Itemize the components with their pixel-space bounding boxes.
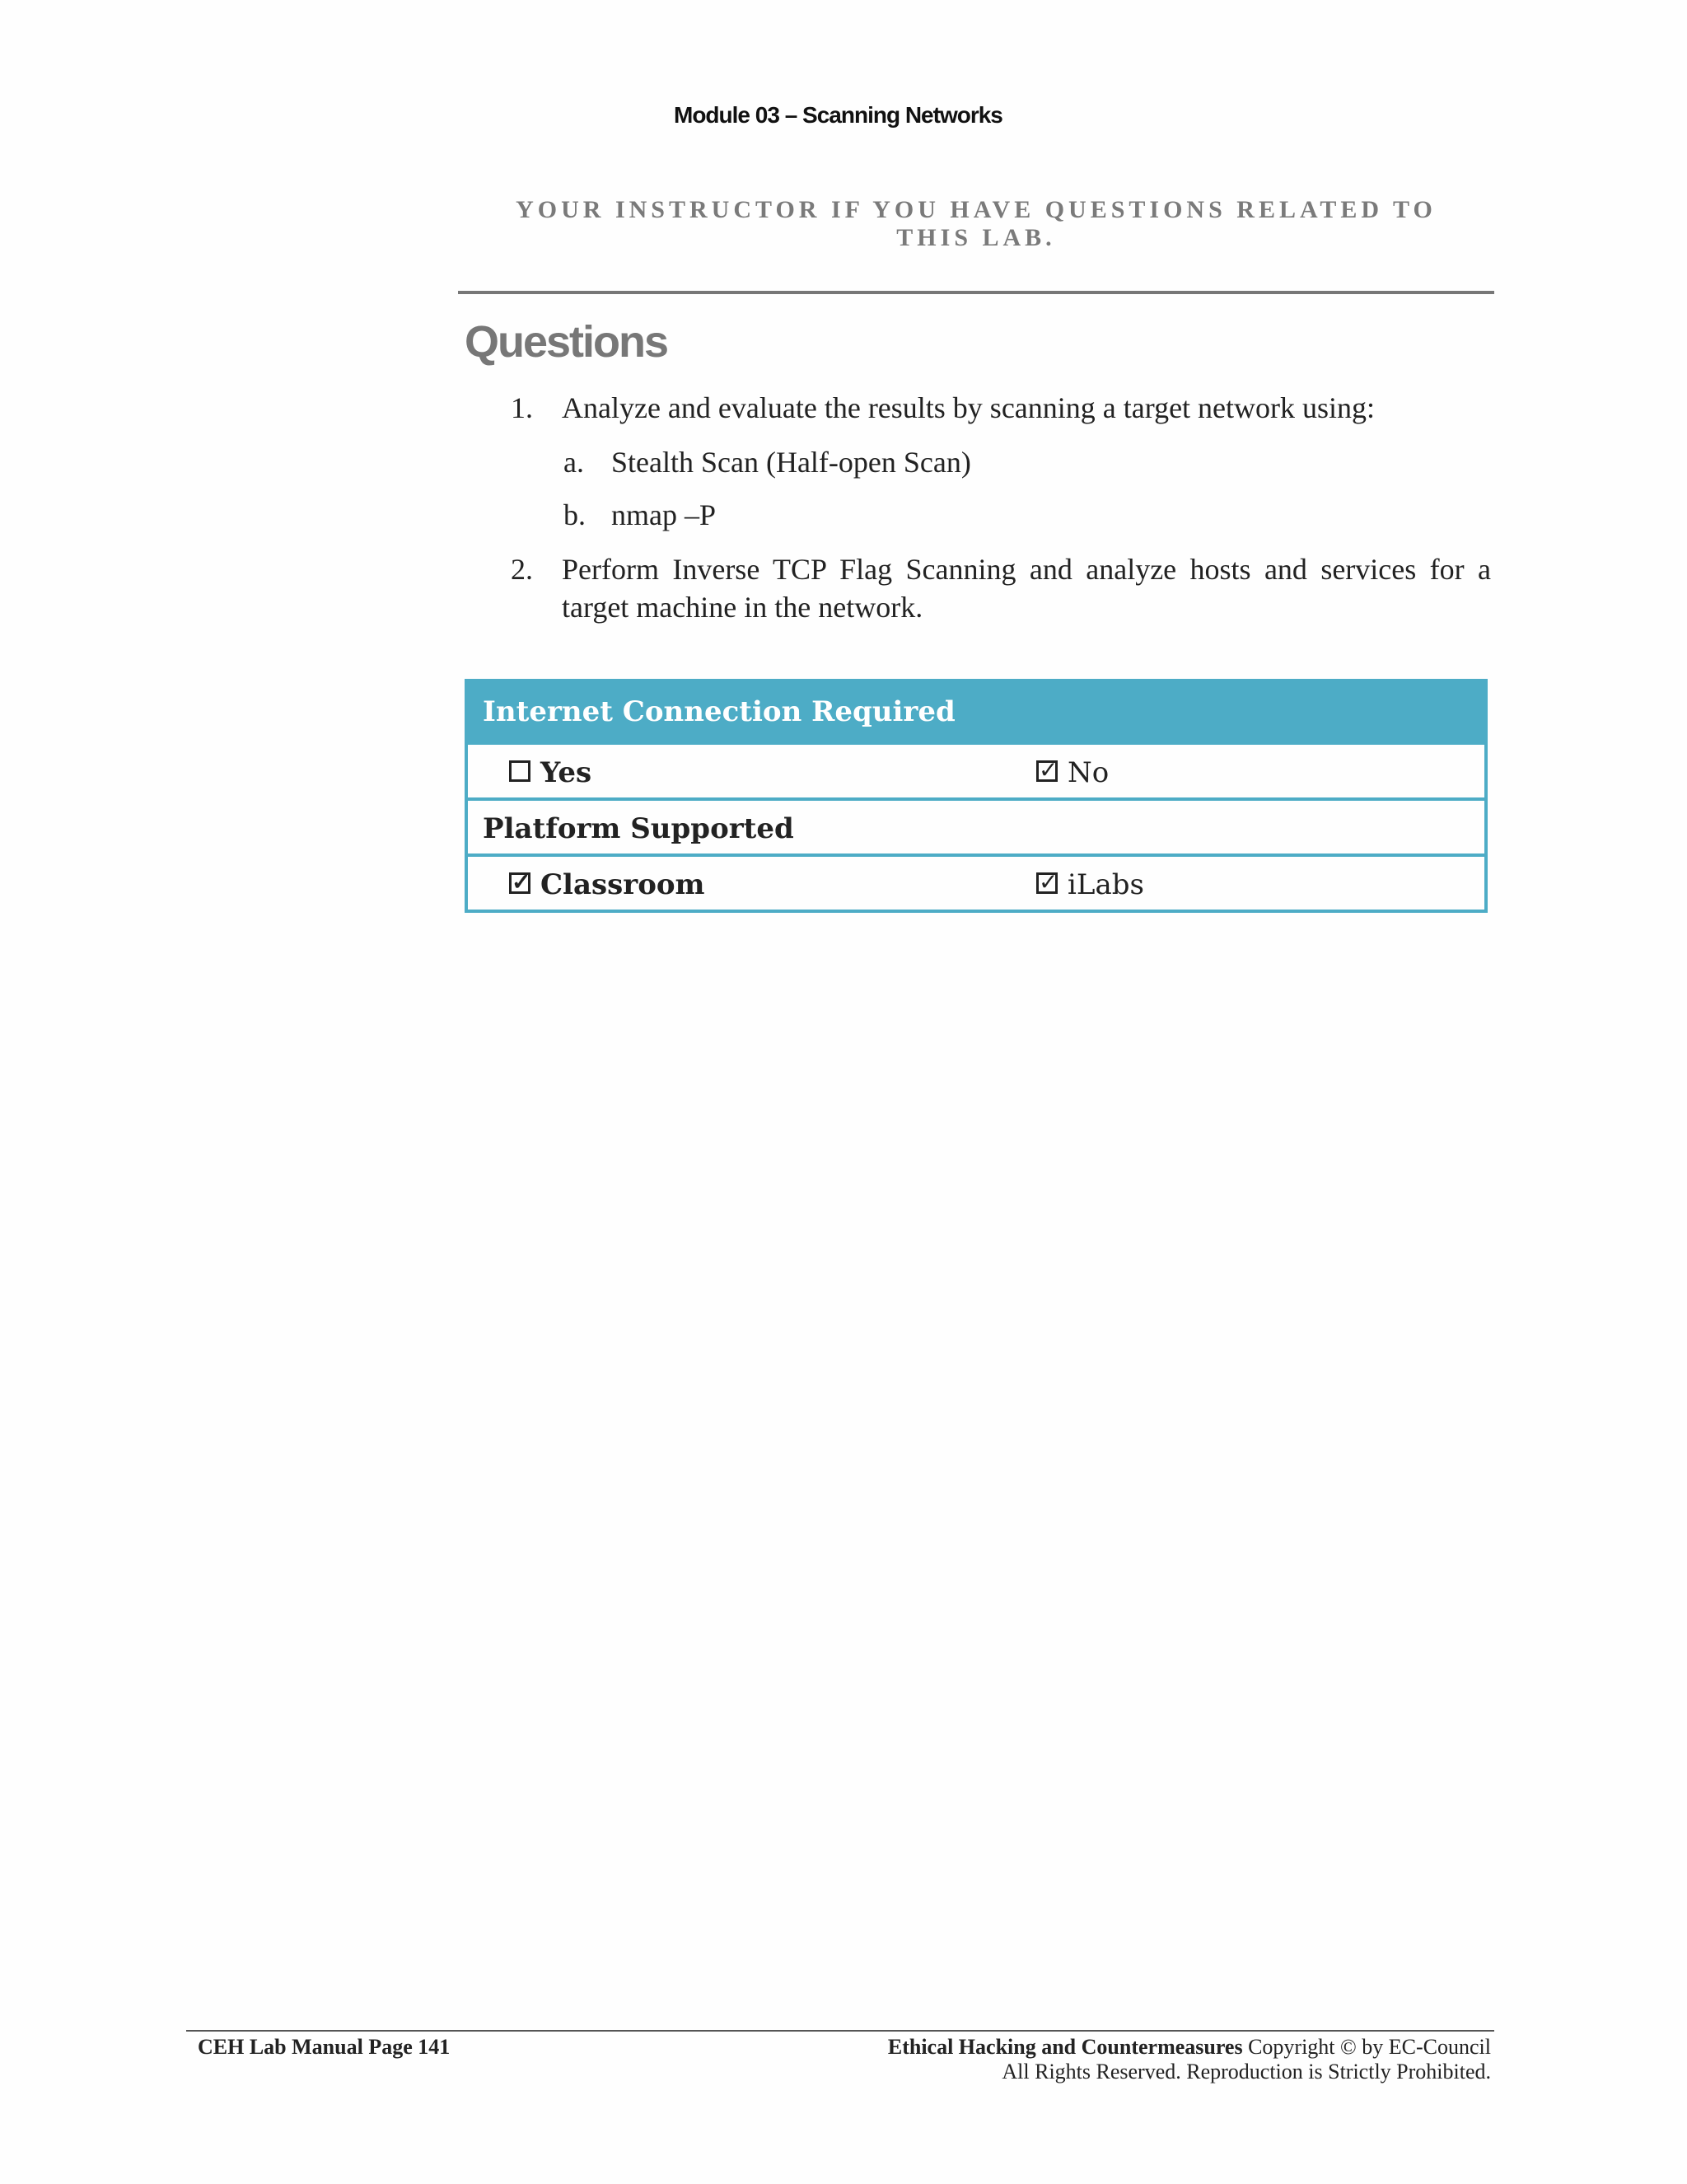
questions-title: Questions — [465, 317, 668, 367]
footer-copyright-line1: Copyright © by EC-Council — [1242, 2035, 1491, 2059]
question-1-number: 1. — [511, 391, 533, 424]
checked-box-icon: ✓ — [1036, 872, 1058, 894]
question-1b-text: nmap –P — [611, 498, 717, 531]
option-yes — [509, 756, 591, 789]
question-2-text: Perform Inverse TCP Flag Scanning and analyze hosts and services for a target machine in the network. — [562, 553, 1491, 624]
internet-connection-header: Internet Connection Required — [483, 695, 956, 728]
unchecked-box-icon — [509, 760, 530, 782]
option-classroom-label: Classroom — [540, 868, 705, 901]
instructor-notice-line2: THIS LAB. — [896, 224, 1056, 251]
requirements-table — [465, 679, 1488, 913]
option-no — [1036, 756, 1109, 789]
option-no-label: No — [1068, 756, 1110, 789]
question-1a-letter: a. — [563, 446, 584, 479]
checked-box-icon: ✓ — [1036, 760, 1058, 782]
footer-course-title: Ethical Hacking and Countermeasures — [887, 2035, 1243, 2059]
instructor-notice — [461, 196, 1491, 252]
section-divider — [458, 291, 1494, 294]
checked-box-icon: ✓ — [509, 872, 530, 894]
question-1-text: Analyze and evaluate the results by scanning a target network using: — [562, 391, 1376, 424]
internet-options-row — [468, 741, 1484, 797]
question-2-number: 2. — [511, 553, 533, 586]
question-1b-letter: b. — [563, 498, 586, 531]
platform-supported-row — [468, 797, 1484, 853]
option-ilabs — [1036, 868, 1144, 901]
footer-page-label: CEH Lab Manual Page 141 — [198, 2035, 451, 2059]
platform-supported-header: Platform Supported — [483, 812, 794, 845]
platform-options-row — [468, 853, 1484, 910]
option-yes-label: Yes — [540, 756, 592, 789]
option-ilabs-label: iLabs — [1068, 868, 1144, 901]
module-title: Module 03 – Scanning Networks — [674, 102, 1002, 128]
question-1a-text: Stealth Scan (Half-open Scan) — [611, 446, 971, 479]
option-classroom — [509, 868, 705, 901]
footer-divider — [186, 2030, 1494, 2032]
internet-connection-header-row — [468, 682, 1484, 741]
instructor-notice-line1: YOUR INSTRUCTOR IF YOU HAVE QUESTIONS RELATED TO — [516, 196, 1437, 223]
footer-copyright — [888, 2035, 1491, 2084]
footer-copyright-line2: All Rights Reserved. Reproduction is Strictly Prohibited. — [1002, 2060, 1491, 2083]
